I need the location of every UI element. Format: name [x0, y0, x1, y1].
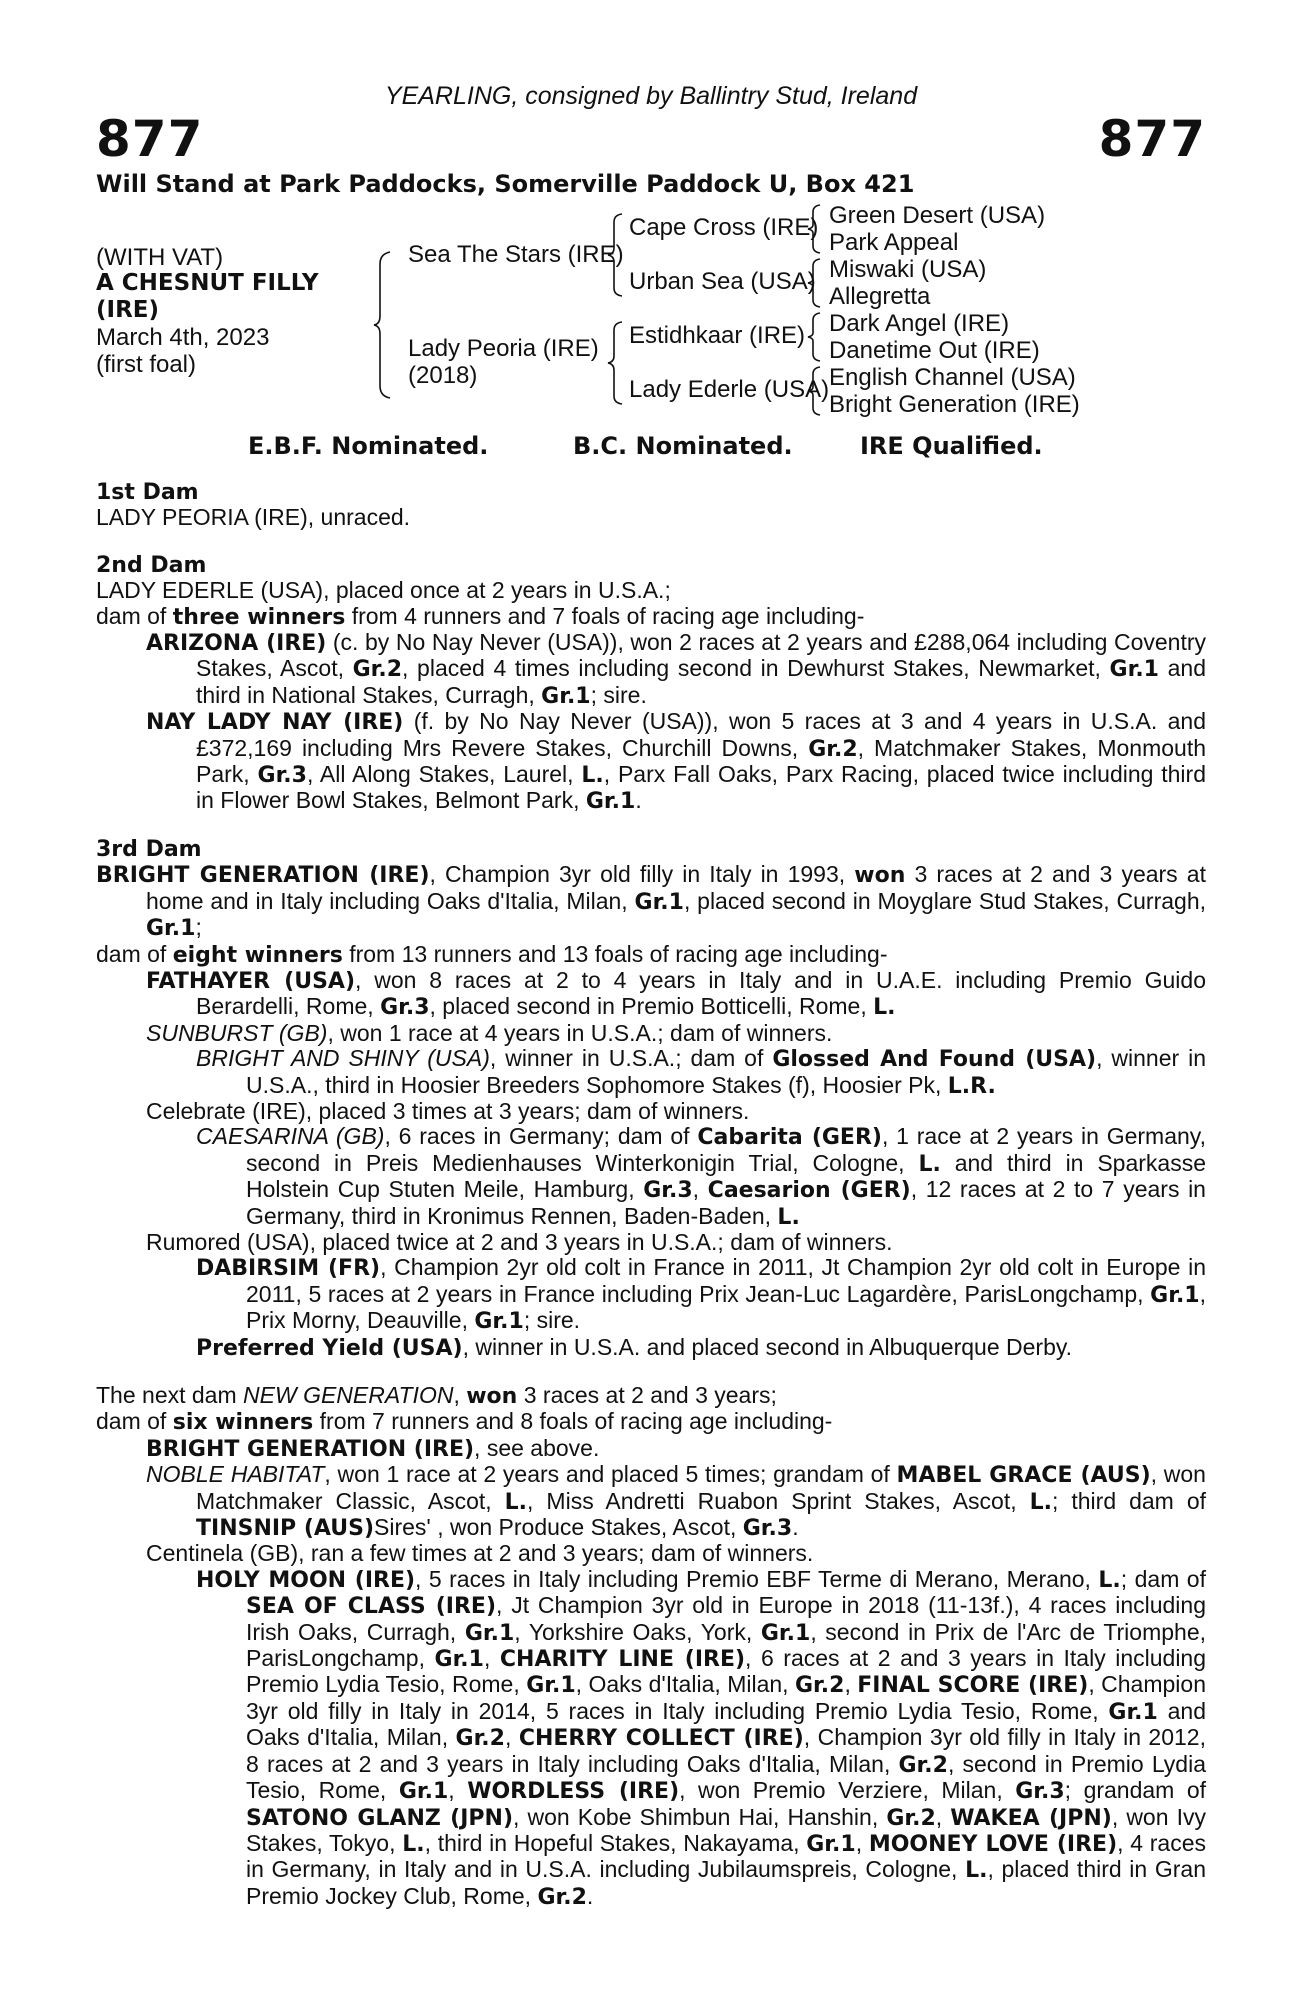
pedigree-ddd: Bright Generation (IRE): [829, 391, 1080, 418]
bc-badge: B.C. Nominated.: [573, 432, 793, 460]
pedigree-dam-year: (2018): [408, 362, 478, 389]
pedigree-details: [96, 480, 1206, 1932]
entry-sunburst: SUNBURST (GB), won 1 race at 4 years in U.S.A.; dam of winners.: [146, 1019, 833, 1046]
consignment-line: YEARLING, consigned by Ballintry Stud, Ireland: [384, 82, 918, 110]
pedigree-sds: Miswaki (USA): [829, 256, 987, 283]
pedigree-brace-dd: [806, 365, 824, 417]
entry-arizona: ARIZONA (IRE) (c. by No Nay Never (USA)), won 2 races at 2 years and £288,064 including Coventry Stakes, Ascot, Gr.2, placed 4 times including second in Dewhurst Stakes, Newmarket, Gr.1 and third in National Stakes, Curragh, Gr.1; sire.: [146, 629, 1206, 709]
ire-badge: IRE Qualified.: [860, 432, 1043, 460]
first-dam-text: LADY PEORIA (IRE), unraced.: [96, 504, 411, 531]
lot-number-left: 877: [96, 110, 204, 168]
pedigree-dam-dam: Lady Ederle (USA): [629, 376, 830, 403]
entry-bright-generation-see-above: BRIGHT GENERATION (IRE), see above.: [146, 1434, 600, 1462]
second-dam-heading: 2nd Dam: [96, 552, 207, 578]
catalogue-page: [96, 0, 1206, 2000]
entry-caesarina: CAESARINA (GB), 6 races in Germany; dam of Cabarita (GER), 1 race at 2 years in Germany, second in Preis Medienhauses Winterkonigin Trial, Cologne, L. and third in Sparkasse Holstein Cup Stuten Meile, Hamburg, Gr.3, Caesarion (GER), 12 races at 2 to 7 years in Germany, third in Kronimus Rennen, Baden-Baden, L.: [196, 1123, 1207, 1230]
entry-nay-lady-nay: NAY LADY NAY (IRE) (f. by No Nay Never (USA)), won 5 races at 3 and 4 years in U.S.A. and £372,169 including Mrs Revere Stakes, Churchill Downs, Gr.2, Matchmaker Stakes, Monmouth Park, Gr.3, All Along Stakes, Laurel, L., Parx Fall Oaks, Parx Racing, placed twice including third in Flower Bowl Stakes, Belmont Park, Gr.1.: [146, 708, 1206, 815]
pedigree-ssd: Park Appeal: [829, 229, 959, 256]
entry-preferred-yield: Preferred Yield (USA), winner in U.S.A. and placed second in Albuquerque Derby.: [196, 1333, 1073, 1361]
second-dam-produce: dam of three winners from 4 runners and 7 foals of racing age including-: [96, 602, 865, 630]
pedigree-dss: Dark Angel (IRE): [829, 310, 1010, 337]
next-dam-line: The next dam NEW GENERATION, won 3 races at 2 and 3 years;: [96, 1382, 777, 1409]
foaling-date: March 4th, 2023: [96, 324, 270, 351]
pedigree-brace-sire: [606, 212, 626, 298]
pedigree-sss: Green Desert (USA): [829, 202, 1046, 229]
pedigree-sire-sire: Cape Cross (IRE): [629, 214, 819, 241]
pedigree-sire: Sea The Stars (IRE): [408, 241, 624, 268]
lot-number-right: 877: [1098, 110, 1206, 168]
entry-celebrate: Celebrate (IRE), placed 3 times at 3 years; dam of winners.: [146, 1097, 750, 1124]
entry-fathayer: FATHAYER (USA), won 8 races at 2 to 4 years in Italy and in U.A.E. including Premio Guido Berardelli, Rome, Gr.3, placed second in Premio Botticelli, Rome, L.: [146, 966, 1206, 1021]
vat-note: (WITH VAT): [96, 244, 224, 271]
entry-holy-moon: HOLY MOON (IRE), 5 races in Italy including Premio EBF Terme di Merano, Merano, L.; dam of SEA OF CLASS (IRE), Jt Champion 3yr old in Europe in 2018 (11-13f.), 4 races including Irish Oaks, Curragh, Gr.1, Yorkshire Oaks, York, Gr.1, second in Prix de l'Arc de Triomphe, ParisLongchamp, Gr.1, CHARITY LINE (IRE), 6 races at 2 and 3 years in Italy including Premio Lydia Tesio, Rome, Gr.1, Oaks d'Italia, Milan, Gr.2, FINAL SCORE (IRE), Champion 3yr old filly in Italy in 2014, 5 races in Italy including Premio Lydia Tesio, Rome, Gr.1 and Oaks d'Italia, Milan, Gr.2, CHERRY COLLECT (IRE), Champion 3yr old filly in Italy in 2012, 8 races at 2 and 3 years in Italy including Oaks d'Italia, Milan, Gr.2, second in Premio Lydia Tesio, Rome, Gr.1, WORDLESS (IRE), won Premio Verziere, Milan, Gr.3; grandam of SATONO GLANZ (JPN), won Kobe Shimbun Hai, Hanshin, Gr.2, WAKEA (JPN), won Ivy Stakes, Tokyo, L., third in Hopeful Stakes, Nakayama, Gr.1, MOONEY LOVE (IRE), 4 races in Germany, in Italy and in U.S.A. including Jubilaumspreis, Cologne, L., placed third in Gran Premio Jockey Club, Rome, Gr.2.: [196, 1565, 1207, 1910]
horse-name-line1: A CHESNUT FILLY: [96, 270, 319, 296]
pedigree-dsd: Danetime Out (IRE): [829, 337, 1040, 364]
first-dam-section: [96, 480, 1206, 531]
third-dam-heading: 3rd Dam: [96, 836, 202, 862]
third-dam-section: [96, 837, 1206, 1361]
second-dam-section: [96, 553, 1206, 815]
pedigree-brace-dam: [606, 320, 626, 406]
pedigree-dam: Lady Peoria (IRE): [408, 335, 599, 362]
foal-note: (first foal): [96, 351, 197, 378]
first-dam-heading: 1st Dam: [96, 480, 199, 505]
entry-noble-habitat: NOBLE HABITAT, won 1 race at 2 years and placed 5 times; grandam of MABEL GRACE (AUS), won Matchmaker Classic, Ascot, L., Miss Andretti Ruabon Sprint Stakes, Ascot, L.; third dam of TINSNIP (AUS)Sires' , won Produce Stakes, Ascot, Gr.3.: [146, 1461, 1207, 1542]
pedigree-sdd: Allegretta: [829, 283, 931, 310]
pedigree-dam-sire: Estidhkaar (IRE): [629, 322, 806, 349]
pedigree-brace-ds: [806, 311, 824, 363]
next-dam-section: [96, 1383, 1206, 1910]
entry-centinela: Centinela (GB), ran a few times at 2 and 3 years; dam of winners.: [146, 1540, 814, 1567]
entry-rumored: Rumored (USA), placed twice at 2 and 3 years in U.S.A.; dam of winners.: [146, 1228, 893, 1255]
ebf-badge: E.B.F. Nominated.: [248, 432, 489, 460]
pedigree-sire-dam: Urban Sea (USA): [629, 268, 816, 295]
third-dam-produce: dam of eight winners from 13 runners and 13 foals of racing age including-: [96, 940, 888, 968]
horse-name-line2: (IRE): [96, 297, 160, 323]
pedigree-dds: English Channel (USA): [829, 364, 1076, 391]
entry-dabirsim: DABIRSIM (FR), Champion 2yr old colt in France in 2011, Jt Champion 2yr old colt in Europe in 2011, 5 races at 2 years in France including Prix Jean-Luc Lagardère, ParisLongchamp, Gr.1, Prix Morny, Deauville, Gr.1; sire.: [196, 1254, 1206, 1335]
pedigree-brace-main: [372, 250, 396, 400]
entry-bright-generation: BRIGHT GENERATION (IRE), Champion 3yr old filly in Italy in 1993, won 3 races at 2 and 3 years at home and in Italy including Oaks d'Italia, Milan, Gr.1, placed second in Moyglare Stud Stakes, Curragh, Gr.1;: [96, 861, 1207, 942]
second-dam-line: LADY EDERLE (USA), placed once at 2 years in U.S.A.;: [96, 577, 671, 604]
pedigree-brace-ss: [806, 203, 824, 255]
pedigree-brace-sd: [806, 257, 824, 309]
stabling-location: Will Stand at Park Paddocks, Somerville Paddock U, Box 421: [96, 170, 915, 198]
next-dam-produce: dam of six winners from 7 runners and 8 foals of racing age including-: [96, 1408, 833, 1436]
entry-bright-and-shiny: BRIGHT AND SHINY (USA), winner in U.S.A.; dam of Glossed And Found (USA), winner in U.S.A., third in Hoosier Breeders Sophomore Stakes (f), Hoosier Pk, L.R.: [196, 1045, 1207, 1099]
